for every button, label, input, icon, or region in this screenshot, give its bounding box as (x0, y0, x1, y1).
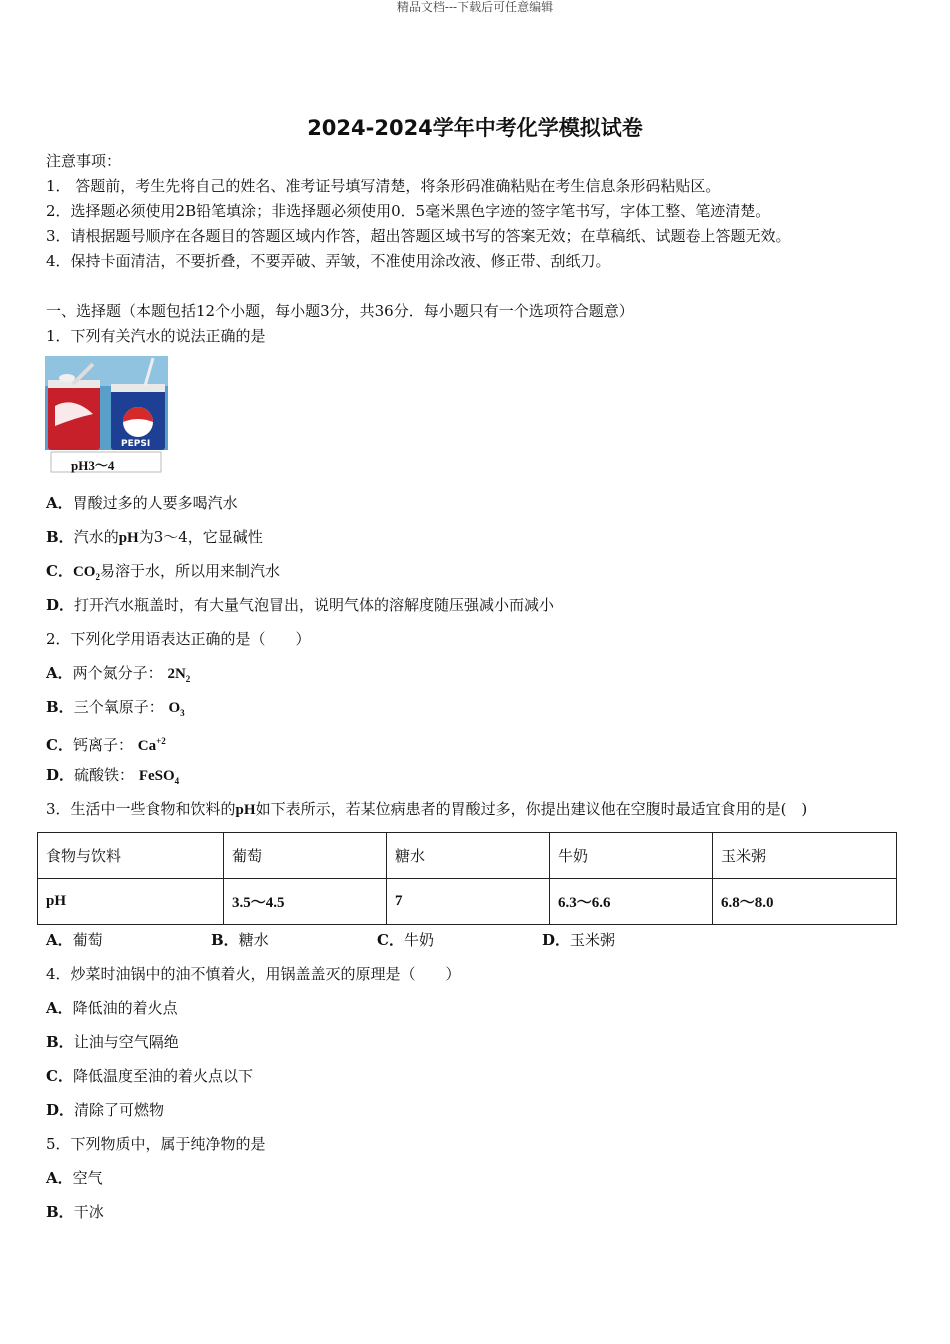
q2-option-b: B．三个氧原子： $O_3$ (46, 698, 185, 718)
question-1-stem: 1．下列有关汽水的说法正确的是 (46, 327, 266, 345)
question-3-stem: 3．生活中一些食物和饮料的pH如下表所示，若某位病患者的胃酸过多，你提出建议他在空腹时最适宜食用的是( ) (46, 800, 808, 818)
q1-option-c: C．$CO_2$易溶于水，所以用来制汽水 (46, 562, 280, 582)
q4-option-b: B．让油与空气隔绝 (46, 1033, 179, 1051)
q2-option-a: A．两个氮分子： $2N_2$ (46, 664, 191, 684)
table-cell: 葡萄 (224, 833, 387, 879)
notice-item: 4．保持卡面清洁，不要折叠，不要弄破、弄皱，不准使用涂改液、修正带、刮纸刀。 (46, 252, 611, 270)
notice-heading: 注意事项： (46, 152, 122, 170)
table-row (38, 879, 897, 925)
table-cell: 6.8～8.0 (713, 879, 897, 925)
table-cell: pH (38, 879, 224, 925)
q1-option-d: D．打开汽水瓶盖时，有大量气泡冒出，说明气体的溶解度随压强减小而减小 (46, 596, 555, 614)
figure-caption: pH3～4 (71, 458, 115, 473)
ph-table (37, 832, 897, 925)
q5-option-a: A．空气 (46, 1169, 103, 1187)
q1-option-b: B．汽水的pH为3～4，它显碱性 (46, 528, 263, 546)
table-cell: 牛奶 (550, 833, 713, 879)
table-cell: 7 (387, 879, 550, 925)
table-header-row (38, 833, 897, 879)
q2-option-d: D．硫酸铁： FeSO$_4$ (46, 766, 180, 786)
section-heading: 一、选择题（本题包括12个小题，每小题3分，共36分．每小题只有一个选项符合题意） (46, 302, 634, 320)
q4-option-c: C．降低温度至油的着火点以下 (46, 1067, 253, 1085)
table-cell: 6.3～6.6 (550, 879, 713, 925)
q4-option-a: A．降低油的着火点 (46, 999, 178, 1017)
q1-option-a: A．胃酸过多的人要多喝汽水 (46, 494, 238, 512)
soda-cans-figure (45, 356, 168, 474)
question-4-stem: 4．炒菜时油锅中的油不慎着火，用锅盖盖灭的原理是（ ） (46, 965, 461, 983)
header-note: 精品文档---下载后可任意编辑 (396, 0, 554, 14)
notice-item: 2．选择题必须使用2B铅笔填涂；非选择题必须使用0．5毫米黑色字迹的签字笔书写，字体工整、笔迹清楚。 (46, 202, 771, 220)
table-cell: 食物与饮料 (38, 833, 224, 879)
q4-option-d: D．清除了可燃物 (46, 1101, 165, 1119)
notice-item: 3．请根据题号顺序在各题目的答题区域内作答，超出答题区域书写的答案无效；在草稿纸、试题卷上答题无效。 (46, 227, 791, 245)
q3-option-c: C．牛奶 (377, 931, 434, 949)
page-title: 2024-2024学年中考化学模拟试卷 (307, 116, 643, 140)
svg-text:PEPSI: PEPSI (121, 439, 151, 449)
question-5-stem: 5．下列物质中，属于纯净物的是 (46, 1135, 266, 1153)
question-2-stem: 2．下列化学用语表达正确的是（ ） (46, 630, 311, 648)
q3-option-a: A．葡萄 (46, 931, 103, 949)
q3-option-b: B．糖水 (211, 931, 269, 949)
notice-item: 1． 答题前，考生先将自己的姓名、准考证号填写清楚，将条形码准确粘贴在考生信息条形码粘贴区。 (46, 177, 721, 195)
table-cell: 3.5～4.5 (224, 879, 387, 925)
q3-option-d: D．玉米粥 (542, 931, 616, 949)
table-cell: 玉米粥 (713, 833, 897, 879)
q5-option-b: B．干冰 (46, 1203, 104, 1221)
q2-option-c: C．钙离子： $Ca^{+2}$ (46, 736, 166, 754)
table-cell: 糖水 (387, 833, 550, 879)
